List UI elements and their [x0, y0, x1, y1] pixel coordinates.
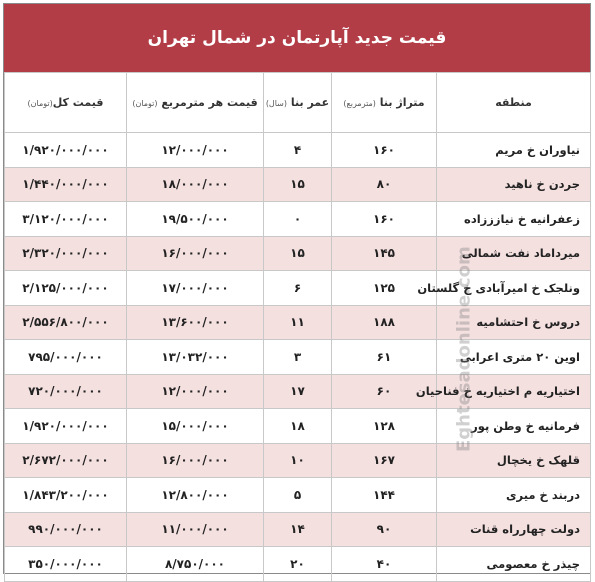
header-area: منطقه	[437, 73, 591, 133]
header-age-unit: (سال)	[265, 99, 288, 108]
table-header-row	[5, 73, 591, 133]
cell-total: ۲/۱۲۵/۰۰۰/۰۰۰	[5, 271, 127, 306]
cell-total: ۳۵۰/۰۰۰/۰۰۰	[5, 547, 127, 582]
cell-size: ۶۱	[332, 340, 437, 375]
cell-area: جردن خ ناهید	[437, 167, 591, 202]
cell-area: نیاوران خ مریم	[437, 133, 591, 168]
header-price-sqm: قیمت هر مترمربع (تومان)	[127, 73, 264, 133]
cell-size: ۱۴۴	[332, 478, 437, 513]
cell-area: قلهک خ یخچال	[437, 443, 591, 478]
cell-total: ۲/۶۷۲/۰۰۰/۰۰۰	[5, 443, 127, 478]
header-total: قیمت کل(تومان)	[5, 73, 127, 133]
cell-total: ۹۹۰/۰۰۰/۰۰۰	[5, 512, 127, 547]
cell-total: ۷۹۵/۰۰۰/۰۰۰	[5, 340, 127, 375]
cell-age: ۱۷	[264, 374, 332, 409]
cell-total: ۲/۳۲۰/۰۰۰/۰۰۰	[5, 236, 127, 271]
cell-age: ۵	[264, 478, 332, 513]
cell-price-sqm: ۱۷/۰۰۰/۰۰۰	[127, 271, 264, 306]
cell-area: میرداماد نفت شمالی	[437, 236, 591, 271]
cell-area: زعفرانیه خ نیازززاده	[437, 202, 591, 237]
header-price-sqm-unit: (تومان)	[132, 99, 158, 108]
cell-age: ۱۵	[264, 167, 332, 202]
cell-area: ونلجک خ امیرآبادی خ گلستان	[437, 271, 591, 306]
cell-price-sqm: ۱۹/۵۰۰/۰۰۰	[127, 202, 264, 237]
cell-price-sqm: ۱۸/۰۰۰/۰۰۰	[127, 167, 264, 202]
cell-size: ۱۶۷	[332, 443, 437, 478]
cell-price-sqm: ۱۱/۰۰۰/۰۰۰	[127, 512, 264, 547]
cell-area: دروس خ احتشامیه	[437, 305, 591, 340]
page-title: قیمت جدید آپارتمان در شمال تهران	[147, 28, 447, 48]
cell-size: ۱۲۸	[332, 409, 437, 444]
cell-age: ۰	[264, 202, 332, 237]
cell-total: ۱/۸۴۳/۲۰۰/۰۰۰	[5, 478, 127, 513]
cell-size: ۸۰	[332, 167, 437, 202]
cell-age: ۴	[264, 133, 332, 168]
cell-size: ۹۰	[332, 512, 437, 547]
cell-age: ۱۱	[264, 305, 332, 340]
cell-area: اختیاریه م اختیاریه خ فناحیان	[437, 374, 591, 409]
table-row	[5, 512, 591, 547]
table-row	[5, 305, 591, 340]
header-size: متراژ بنا (مترمربع)	[332, 73, 437, 133]
table-row	[5, 202, 591, 237]
cell-total: ۱/۴۴۰/۰۰۰/۰۰۰	[5, 167, 127, 202]
cell-size: ۱۶۰	[332, 202, 437, 237]
cell-area: فرمانیه خ وطن پور	[437, 409, 591, 444]
table-row	[5, 133, 591, 168]
cell-total: ۲/۵۵۶/۸۰۰/۰۰۰	[5, 305, 127, 340]
table-row	[5, 167, 591, 202]
watermark: Eghtesadonline.com	[453, 246, 475, 452]
price-table-card	[3, 3, 591, 574]
cell-age: ۱۵	[264, 236, 332, 271]
cell-price-sqm: ۸/۷۵۰/۰۰۰	[127, 547, 264, 582]
table-row	[5, 443, 591, 478]
cell-age: ۳	[264, 340, 332, 375]
cell-total: ۳/۱۲۰/۰۰۰/۰۰۰	[5, 202, 127, 237]
cell-age: ۶	[264, 271, 332, 306]
table-row	[5, 374, 591, 409]
cell-area: دربند خ میری	[437, 478, 591, 513]
table-row	[5, 340, 591, 375]
cell-size: ۱۲۵	[332, 271, 437, 306]
cell-price-sqm: ۱۲/۰۰۰/۰۰۰	[127, 374, 264, 409]
header-age: عمر بنا (سال)	[264, 73, 332, 133]
cell-price-sqm: ۱۶/۰۰۰/۰۰۰	[127, 443, 264, 478]
cell-size: ۴۰	[332, 547, 437, 582]
cell-price-sqm: ۱۶/۰۰۰/۰۰۰	[127, 236, 264, 271]
table-row	[5, 271, 591, 306]
cell-age: ۱۰	[264, 443, 332, 478]
table-row	[5, 236, 591, 271]
cell-price-sqm: ۱۲/۸۰۰/۰۰۰	[127, 478, 264, 513]
cell-price-sqm: ۱۵/۰۰۰/۰۰۰	[127, 409, 264, 444]
cell-price-sqm: ۱۳/۶۰۰/۰۰۰	[127, 305, 264, 340]
title-bar	[4, 4, 590, 72]
cell-price-sqm: ۱۲/۰۰۰/۰۰۰	[127, 133, 264, 168]
cell-age: ۱۴	[264, 512, 332, 547]
table-row	[5, 547, 591, 582]
cell-age: ۱۸	[264, 409, 332, 444]
header-total-unit: (تومان)	[27, 99, 53, 108]
cell-size: ۱۸۸	[332, 305, 437, 340]
table-row	[5, 478, 591, 513]
cell-size: ۱۶۰	[332, 133, 437, 168]
cell-price-sqm: ۱۳/۰۳۲/۰۰۰	[127, 340, 264, 375]
cell-area: چیذر خ معصومی	[437, 547, 591, 582]
cell-area: اوین ۲۰ متری اعرابی	[437, 340, 591, 375]
cell-total: ۱/۹۲۰/۰۰۰/۰۰۰	[5, 133, 127, 168]
cell-age: ۲۰	[264, 547, 332, 582]
cell-size: ۱۴۵	[332, 236, 437, 271]
cell-total: ۷۲۰/۰۰۰/۰۰۰	[5, 374, 127, 409]
cell-area: دولت چهارراه قنات	[437, 512, 591, 547]
table-row	[5, 409, 591, 444]
cell-total: ۱/۹۲۰/۰۰۰/۰۰۰	[5, 409, 127, 444]
header-size-unit: (مترمربع)	[343, 99, 376, 108]
price-table	[4, 72, 591, 582]
cell-size: ۶۰	[332, 374, 437, 409]
